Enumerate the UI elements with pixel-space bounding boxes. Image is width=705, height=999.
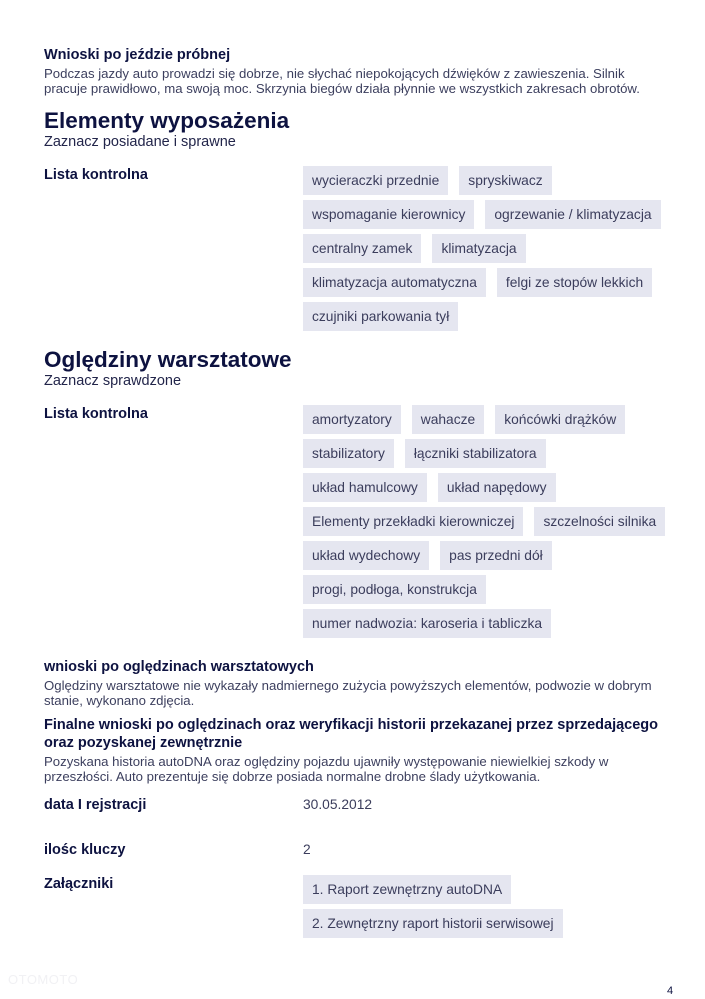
workshop-conclusions-section <box>44 658 664 708</box>
test-drive-section <box>44 46 664 96</box>
otomoto-logo: OTOMOTO <box>8 972 79 987</box>
workshop-checklist-tag: łączniki stabilizatora <box>405 439 546 468</box>
workshop-checklist-tag: Elementy przekładki kierowniczej <box>303 507 523 536</box>
workshop-subtitle: Zaznacz sprawdzone <box>44 373 182 389</box>
workshop-checklist-tag: układ hamulcowy <box>303 473 427 502</box>
equipment-checklist-tag: spryskiwacz <box>459 166 551 195</box>
workshop-checklist-tag: wahacze <box>412 405 484 434</box>
test-drive-text: Podczas jazdy auto prowadzi się dobrze, nie słychać niepokojących dźwięków z zawieszenia. Silnik pracuje prawidłowo, ma swoją moc. Skrzynia biegów działa płynnie we wszystkich zakresach obrotów. <box>44 66 640 96</box>
registration-row <box>44 796 664 841</box>
attachments-row <box>44 875 664 945</box>
workshop-title: Oględziny warsztatowe <box>44 347 292 372</box>
workshop-conclusions-text: Oględziny warsztatowe nie wykazały nadmiernego zużycia powyższych elementów, podwozie w dobrym stanie, wykonano zdjęcia. <box>44 678 652 708</box>
equipment-checklist-row <box>44 166 664 342</box>
attachment-link[interactable]: 1. Raport zewnętrzny autoDNA <box>303 875 511 904</box>
final-conclusions-section <box>44 716 664 784</box>
workshop-checklist-tag: amortyzatory <box>303 405 401 434</box>
attachments-list <box>303 875 673 938</box>
final-conclusions-title: Finalne wnioski po oględzinach oraz weryfikacji historii przekazanej przez sprzedającego oraz pozyskanej zewnętrznie <box>44 717 659 751</box>
keys-row <box>44 841 664 875</box>
equipment-subtitle: Zaznacz posiadane i sprawne <box>44 134 236 150</box>
equipment-checklist-label: Lista kontrolna <box>44 167 148 183</box>
workshop-checklist-tag: pas przedni dół <box>440 541 552 570</box>
workshop-checklist-tag: stabilizatory <box>303 439 394 468</box>
keys-value: 2 <box>303 842 311 857</box>
equipment-checklist-tag: centralny zamek <box>303 234 421 263</box>
workshop-checklist-tag: szczelności silnika <box>534 507 665 536</box>
attachment-link[interactable]: 2. Zewnętrzny raport historii serwisowej <box>303 909 563 938</box>
report-page <box>44 46 664 945</box>
equipment-checklist-tag: czujniki parkowania tył <box>303 302 458 331</box>
registration-value: 30.05.2012 <box>303 797 373 812</box>
attachments-label: Załączniki <box>44 876 114 892</box>
workshop-checklist-tag: układ napędowy <box>438 473 556 502</box>
equipment-checklist-tag: felgi ze stopów lekkich <box>497 268 652 297</box>
registration-label: data I rejstracji <box>44 797 147 813</box>
equipment-checklist-tag: wycieraczki przednie <box>303 166 448 195</box>
workshop-checklist-tag: końcówki drążków <box>495 405 625 434</box>
page-number: 4 <box>667 985 674 997</box>
equipment-checklist-tag: wspomaganie kierownicy <box>303 200 474 229</box>
workshop-checklist-row <box>44 405 664 649</box>
workshop-section <box>44 347 664 649</box>
keys-label: ilośc kluczy <box>44 842 126 858</box>
equipment-section <box>44 108 664 342</box>
equipment-checklist-tag: klimatyzacja <box>432 234 525 263</box>
test-drive-title: Wnioski po jeździe próbnej <box>44 47 231 63</box>
equipment-checklist-tag: ogrzewanie / klimatyzacja <box>485 200 660 229</box>
equipment-title: Elementy wyposażenia <box>44 108 290 133</box>
workshop-checklist-tag: progi, podłoga, konstrukcja <box>303 575 486 604</box>
workshop-conclusions-title: wnioski po oględzinach warsztatowych <box>44 659 314 675</box>
workshop-tag-list <box>303 405 673 638</box>
workshop-checklist-label: Lista kontrolna <box>44 406 148 422</box>
equipment-tag-list <box>303 166 673 331</box>
workshop-checklist-tag: układ wydechowy <box>303 541 429 570</box>
equipment-checklist-tag: klimatyzacja automatyczna <box>303 268 486 297</box>
workshop-checklist-tag: numer nadwozia: karoseria i tabliczka <box>303 609 551 638</box>
final-conclusions-text: Pozyskana historia autoDNA oraz oględziny pojazdu ujawniły występowanie niewielkiej szkody w przeszłości. Auto prezentuje się dobrze posiada normalne drobne ślady użytkowania. <box>44 754 609 784</box>
